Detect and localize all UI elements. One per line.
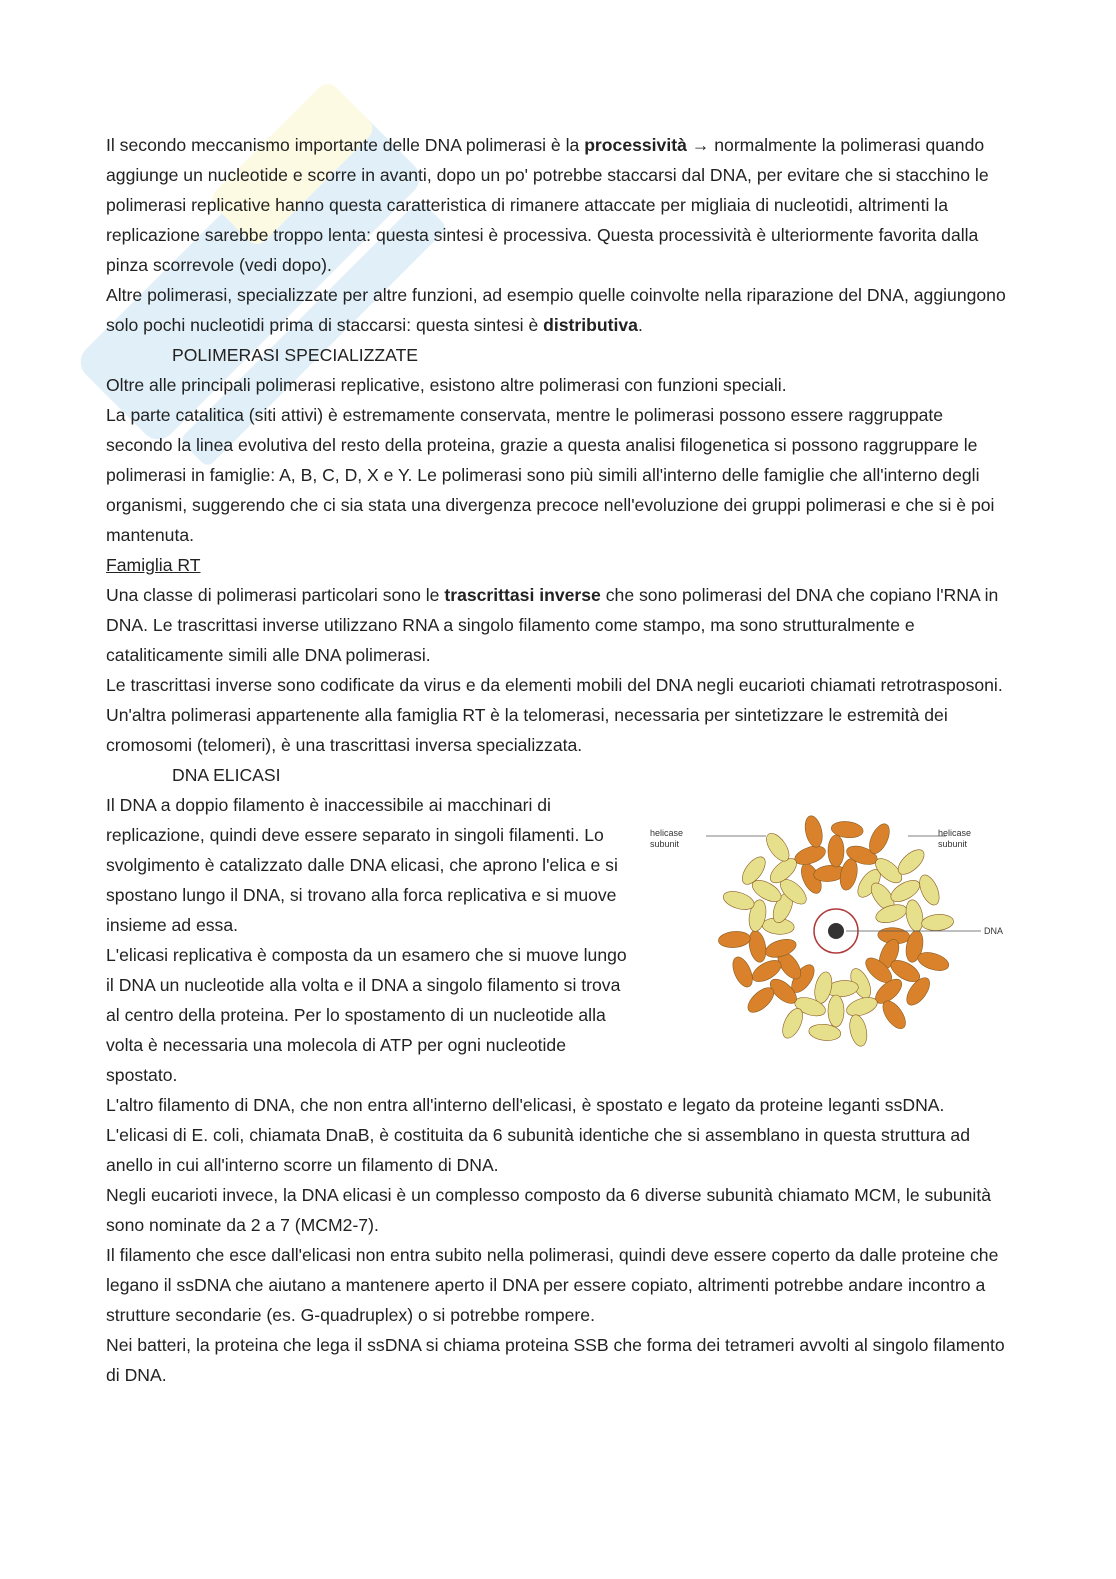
paragraph-dnab: L'elicasi di E. coli, chiamata DnaB, è costituita da 6 subunità identiche che si assemblano in questa struttura ad anello in cui all'interno scorre un filamento di DNA.	[106, 1125, 970, 1175]
paragraph-hexamer: L'elicasi replicativa è composta da un esamero che si muove lungo il DNA un nucleotide alla volta e il DNA a singolo filamento si trova al centro della proteina. Per lo spostamento di un nucleotide alla volta è necessaria una molecola di ATP per ogni nucleotide spostato.	[106, 945, 627, 1085]
paragraph-processivity: Il secondo meccanismo importante delle DNA polimerasi è la processività → normalmente la polimerasi quando aggiunge un nucleotide e scorre in avanti, dopo un po' potrebbe staccarsi dal DNA, per evitare che si stacchino le polimerasi replicative hanno questa caratteristica di rimanere attaccate per migliaia di nucleotidi, altrimenti la replicazione sarebbe troppo lenta: questa sintesi è processiva. Questa processività è ulteriormente favorita dalla pinza scorrevole (vedi dopo).	[106, 135, 989, 275]
helicase-subunit	[721, 829, 810, 935]
paragraph-distributive: Altre polimerasi, specializzate per altre funzioni, ad esempio quelle coinvolte nella riparazione del DNA, aggiungono solo pochi nucleotidi prima di staccarsi: questa sintesi è distributiva.	[106, 285, 1006, 335]
paragraph-mcm: Negli eucarioti invece, la DNA elicasi è un complesso composto da 6 diverse subunità chiamato MCM, le subunità sono nominate da 2 a 7 (MCM2-7).	[106, 1185, 992, 1235]
label-helicase-subunit-right: helicase	[938, 828, 972, 838]
label-subunit-left: subunit	[650, 839, 680, 849]
label-helicase-subunit-left: helicase	[650, 828, 684, 838]
label-subunit-right: subunit	[938, 839, 968, 849]
paragraph-families: La parte catalitica (siti attivi) è estremamente conservata, mentre le polimerasi possono essere raggruppate secondo la linea evolutiva del resto della proteina, grazie a questa analisi filogenetica si possono raggruppare le polimerasi in famiglie: A, B, C, D, X e Y. Le polimerasi sono più simili all'interno delle famiglie che all'interno degli organismi, suggerendo che ci sia stata una divergenza precoce nell'evoluzione dei gruppi polimerasi e che si è poi mantenuta.	[106, 405, 995, 545]
paragraph-reverse-transcriptase: Una classe di polimerasi particolari sono le trascrittasi inverse che sono polimerasi del DNA che copiano l'RNA in DNA. Le trascrittasi inverse utilizzano RNA a singolo filamento come stampo, ma sono strutturalmente e cataliticamente simili alle DNA polimerasi.	[106, 585, 999, 665]
document-body	[106, 130, 1006, 1390]
helicase-hexamer-image	[646, 796, 1006, 1074]
label-dna: DNA	[984, 926, 1004, 936]
heading-dna-helicase: DNA ELICASI	[172, 765, 281, 785]
paragraph-ssdna-proteins: Il filamento che esce dall'elicasi non entra subito nella polimerasi, quindi deve essere coperto da dalle proteine che legano il ssDNA che aiutano a mantenere aperto il DNA per essere copiato, altrimenti potrebbe andare incontro a strutture secondarie (es. G-quadruplex) o si potrebbe rompere.	[106, 1245, 999, 1325]
paragraph-helicase-intro: Il DNA a doppio filamento è inaccessibile ai macchinari di replicazione, quindi deve essere separato in singoli filamenti. Lo svolgimento è catalizzato dalle DNA elicasi, che aprono l'elica e si spostano lungo il DNA, si trovano alla forca replicativa e si muove insieme ad essa.	[106, 795, 618, 935]
helicase-section	[106, 790, 1006, 1090]
term-reverse-transcriptase: trascrittasi inverse	[444, 585, 601, 605]
paragraph-special-functions: Oltre alle principali polimerasi replicative, esistono altre polimerasi con funzioni speciali.	[106, 375, 787, 395]
helicase-subunit	[862, 926, 951, 1032]
term-processivity: processività	[584, 135, 687, 155]
helicase-structure-figure	[646, 796, 1006, 1074]
paragraph-retrotransposons: Le trascrittasi inverse sono codificate da virus e da elementi mobili del DNA negli eucarioti chiamati retrotrasposoni.	[106, 675, 1003, 695]
term-distributive: distributiva	[543, 315, 638, 335]
heading-specialized-polymerases: POLIMERASI SPECIALIZZATE	[172, 345, 419, 365]
subheading-rt-family: Famiglia RT	[106, 555, 201, 575]
paragraph-other-strand: L'altro filamento di DNA, che non entra all'interno dell'elicasi, è spostato e legato da proteine leganti ssDNA.	[106, 1095, 945, 1115]
dna-center	[828, 923, 844, 939]
paragraph-telomerase: Un'altra polimerasi appartenente alla famiglia RT è la telomerasi, necessaria per sintetizzare le estremità dei cromosomi (telomeri), è una trascrittasi inversa specializzata.	[106, 705, 948, 755]
paragraph-ssb: Nei batteri, la proteina che lega il ssDNA si chiama proteina SSB che forma dei tetrameri avvolti al singolo filamento di DNA.	[106, 1335, 1005, 1385]
